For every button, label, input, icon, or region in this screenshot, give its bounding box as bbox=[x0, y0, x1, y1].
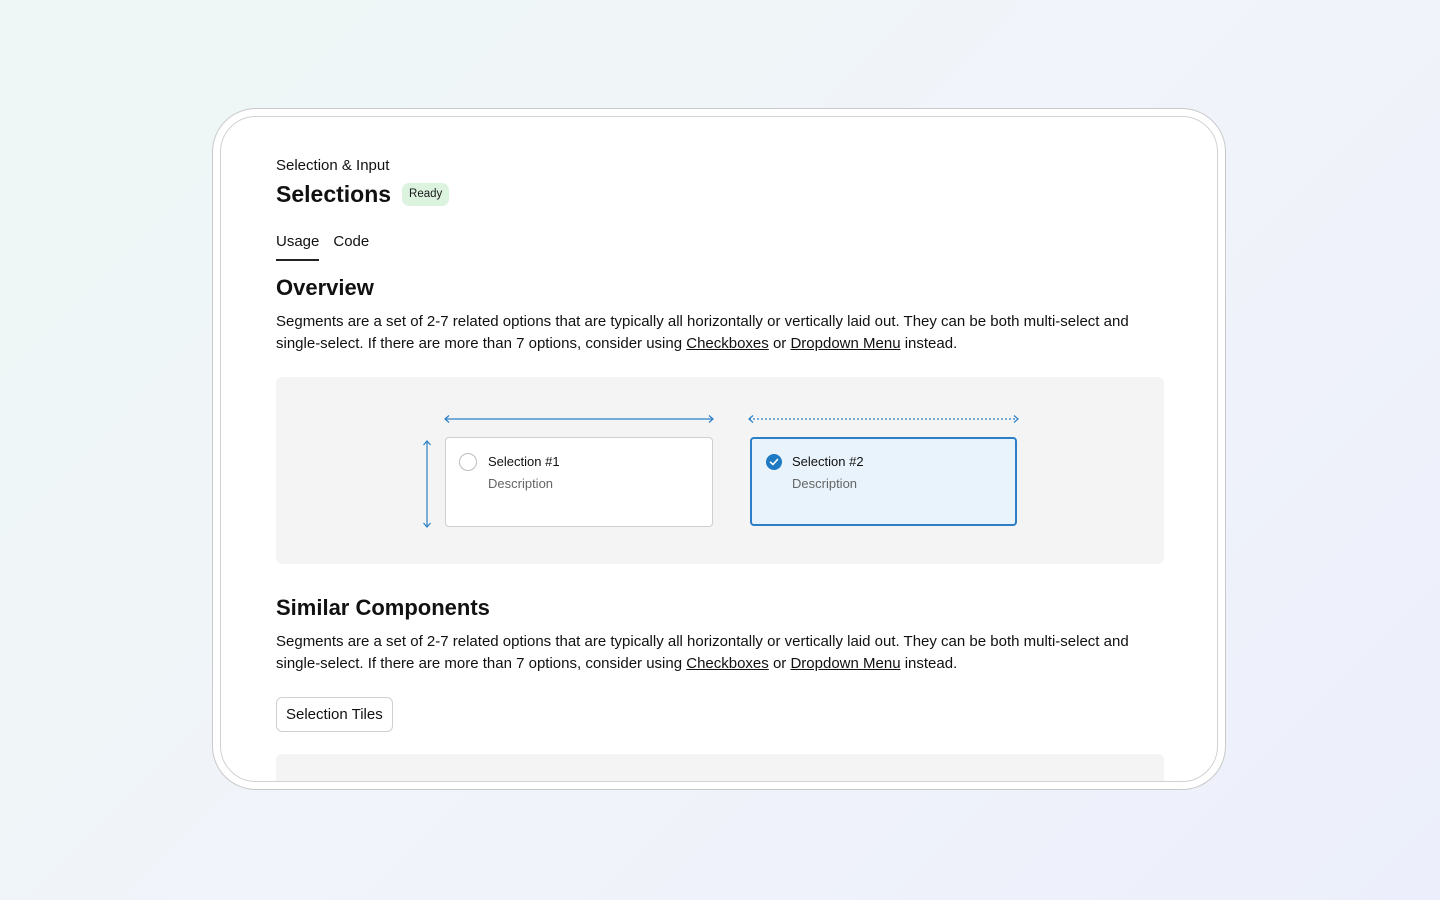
title-row bbox=[276, 181, 449, 208]
overview-text-3: instead. bbox=[900, 335, 958, 352]
selection-2-label: Selection #2 bbox=[792, 454, 864, 469]
similar-text-1: Segments are a set of 2-7 related options that are typically all horizontally or vertically laid out. They can be both multi-select and single-select. If there are more than 7 options, consider using bbox=[276, 633, 1129, 672]
radio-checked-icon[interactable] bbox=[766, 454, 782, 470]
flexible-width-dimension-icon bbox=[747, 413, 1020, 425]
checkboxes-link[interactable]: Checkboxes bbox=[686, 335, 769, 352]
device-screen bbox=[220, 116, 1218, 782]
breadcrumb[interactable]: Selection & Input bbox=[276, 157, 390, 174]
page-title: Selections bbox=[276, 181, 392, 207]
tab-bar bbox=[276, 233, 383, 261]
tab-code[interactable]: Code bbox=[333, 233, 370, 250]
selection-1-label: Selection #1 bbox=[488, 454, 560, 469]
checkboxes-link-2[interactable]: Checkboxes bbox=[686, 655, 769, 672]
overview-text-1: Segments are a set of 2-7 related options that are typically all horizontally or vertically laid out. They can be both multi-select and single-select. If there are more than 7 options, consider using bbox=[276, 313, 1129, 352]
dropdown-menu-link-2[interactable]: Dropdown Menu bbox=[790, 655, 901, 672]
radio-unchecked-icon[interactable] bbox=[459, 453, 477, 471]
similar-text-2: or bbox=[768, 655, 791, 672]
selection-2-description: Description bbox=[792, 476, 858, 491]
similar-paragraph bbox=[276, 631, 1166, 675]
overview-heading: Overview bbox=[276, 275, 374, 300]
selection-card-2[interactable] bbox=[750, 437, 1017, 526]
width-dimension-icon bbox=[443, 413, 715, 425]
similar-components-heading: Similar Components bbox=[276, 595, 490, 620]
overview-text-2: or bbox=[768, 335, 791, 352]
selection-1-description: Description bbox=[488, 476, 554, 491]
selection-card-1[interactable] bbox=[445, 437, 713, 527]
selection-tiles-chip[interactable]: Selection Tiles bbox=[276, 697, 393, 732]
tab-usage[interactable]: Usage bbox=[276, 233, 319, 261]
dropdown-menu-link[interactable]: Dropdown Menu bbox=[790, 335, 901, 352]
status-badge: Ready bbox=[402, 183, 449, 207]
similar-text-3: instead. bbox=[900, 655, 958, 672]
similar-component-preview bbox=[276, 754, 1164, 782]
overview-paragraph bbox=[276, 311, 1166, 355]
component-preview bbox=[276, 377, 1164, 564]
height-dimension-icon bbox=[421, 439, 433, 529]
